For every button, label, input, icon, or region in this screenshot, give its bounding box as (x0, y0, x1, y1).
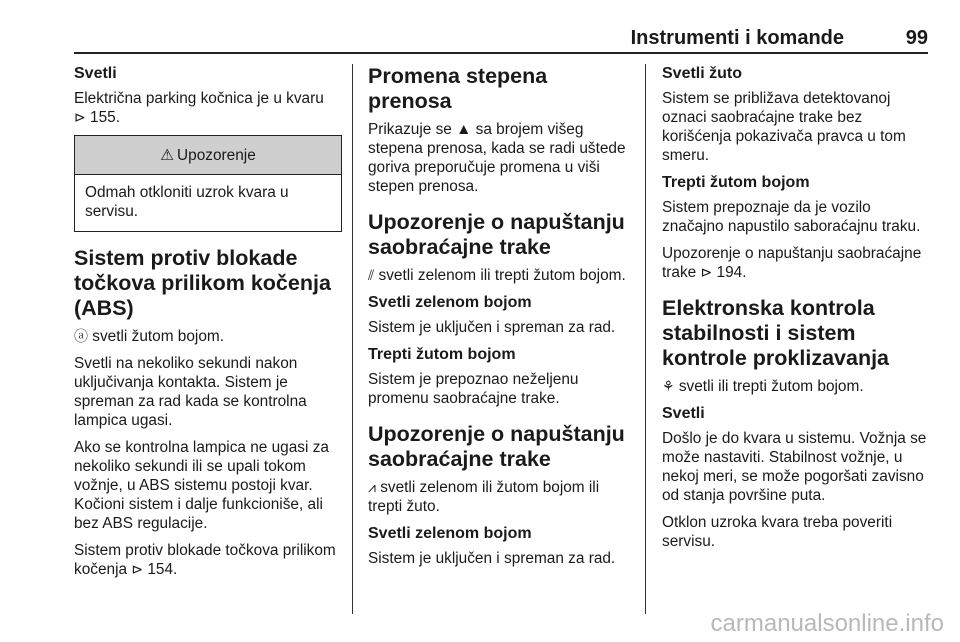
section-title-esc: Elektronska kontrola stabilnosti i sistem kontrole proklizavanja (662, 296, 890, 370)
paragraph: ⫽ svetli zelenom ili trepti žutom bojom. (368, 267, 626, 284)
up-arrow-icon: ▲ (456, 121, 472, 138)
paragraph: Prikazuje se ▲ sa brojem višeg stepena prenosa, kada se radi uštede goriva preporučuje promena u viši stepen prenosa. (368, 121, 626, 195)
paragraph: ⚘ svetli ili trepti žutom bojom. (662, 378, 864, 395)
page-number: 99 (905, 27, 928, 49)
page-ref[interactable]: 155. (90, 109, 120, 126)
subheading: Svetli zelenom bojom (368, 294, 532, 311)
column-2 (368, 64, 636, 576)
paragraph: ⓐ svetli žutom bojom. (74, 328, 225, 345)
paragraph: Svetli na nekoliko sekundi nakon uključivanja kontakta. Sistem je spreman za rad kada se kontrolna lampica ugasi. (74, 355, 307, 429)
section-title-gear: Promena stepena prenosa (368, 64, 548, 113)
column-divider (352, 64, 353, 614)
subheading: Svetli (662, 405, 705, 422)
warning-body: Odmah otkloniti uzrok kvara u servisu. (85, 184, 289, 220)
paragraph: Sistem protiv blokade točkova prilikom kočenja ⊳ 154. (74, 542, 336, 578)
paragraph: Došlo je do kvara u sistemu. Vožnja se može nastaviti. Stabilnost vožnje, u nekoj meri, se može pogoršati zavisno od stanja površine puta. (662, 430, 927, 504)
page-ref[interactable]: 194. (716, 264, 747, 281)
page-ref-icon: ⊳ (131, 561, 144, 577)
paragraph: Upozorenje o napuštanju saobraćajne trake ⊳ 194. (662, 245, 922, 281)
lane-departure-icon: ⫽ (368, 267, 375, 283)
paragraph: Otklon uzroka kvara treba poveriti servisu. (662, 514, 893, 550)
column-divider (645, 64, 646, 614)
subheading: Trepti žutom bojom (368, 346, 516, 363)
page-ref[interactable]: 154. (147, 561, 178, 578)
esc-skid-icon: ⚘ (662, 378, 675, 394)
column-3 (662, 64, 930, 559)
page-header (74, 0, 928, 54)
section-title-ldw-1: Upozorenje o napuštanju saobraćajne trake (368, 210, 625, 259)
lane-keep-icon: ⩘ (368, 479, 376, 495)
heading-svetli: Svetli (74, 65, 117, 82)
paragraph: Sistem je prepoznao neželjenu promenu saobraćajne trake. (368, 371, 579, 407)
warning-icon: ⚠ (160, 146, 175, 164)
running-title: Instrumenti i komande (630, 27, 844, 49)
subheading: Trepti žutom bojom (662, 174, 810, 191)
column-1 (74, 64, 342, 587)
paragraph: ⩘ svetli zelenom ili žutom bojom ili trepti žuto. (368, 479, 600, 515)
subheading: Svetli žuto (662, 65, 743, 82)
page-ref-icon: ⊳ (700, 264, 713, 280)
paragraph: Sistem se približava detektovanoj oznaci saobraćajne trake bez korišćenja pokazivača pravca u tom smeru. (662, 90, 906, 164)
abs-warning-icon: ⓐ (74, 328, 88, 344)
warning-title: Upozorenje (177, 146, 256, 164)
paragraph: Sistem prepoznaje da je vozilo značajno napustilo saborаćajnu traku. (662, 199, 921, 235)
section-title-ldw-2: Upozorenje o napuštanju saobraćajne trake (368, 422, 625, 471)
page-ref-icon: ⊳ (74, 109, 86, 125)
paragraph: Sistem je uključen i spreman za rad. (368, 550, 616, 567)
paragraph: Sistem je uključen i spreman za rad. (368, 319, 616, 336)
warning-header (75, 136, 341, 175)
subheading: Svetli zelenom bojom (368, 525, 532, 542)
warning-box (74, 135, 342, 232)
watermark: carmanualsonline.info (710, 610, 944, 637)
section-title-abs: Sistem protiv blokade točkova prilikom kočenja (ABS) (74, 246, 331, 320)
paragraph: Električna parking kočnica je u kvaru ⊳ 155. (74, 90, 324, 126)
paragraph: Ako se kontrolna lampica ne ugasi za nekoliko sekundi ili se upali tokom vožnje, u ABS sistemu postoji kvar. Kočioni sistem i dalje funkcioniše, ali bez ABS regulacije. (74, 439, 329, 532)
